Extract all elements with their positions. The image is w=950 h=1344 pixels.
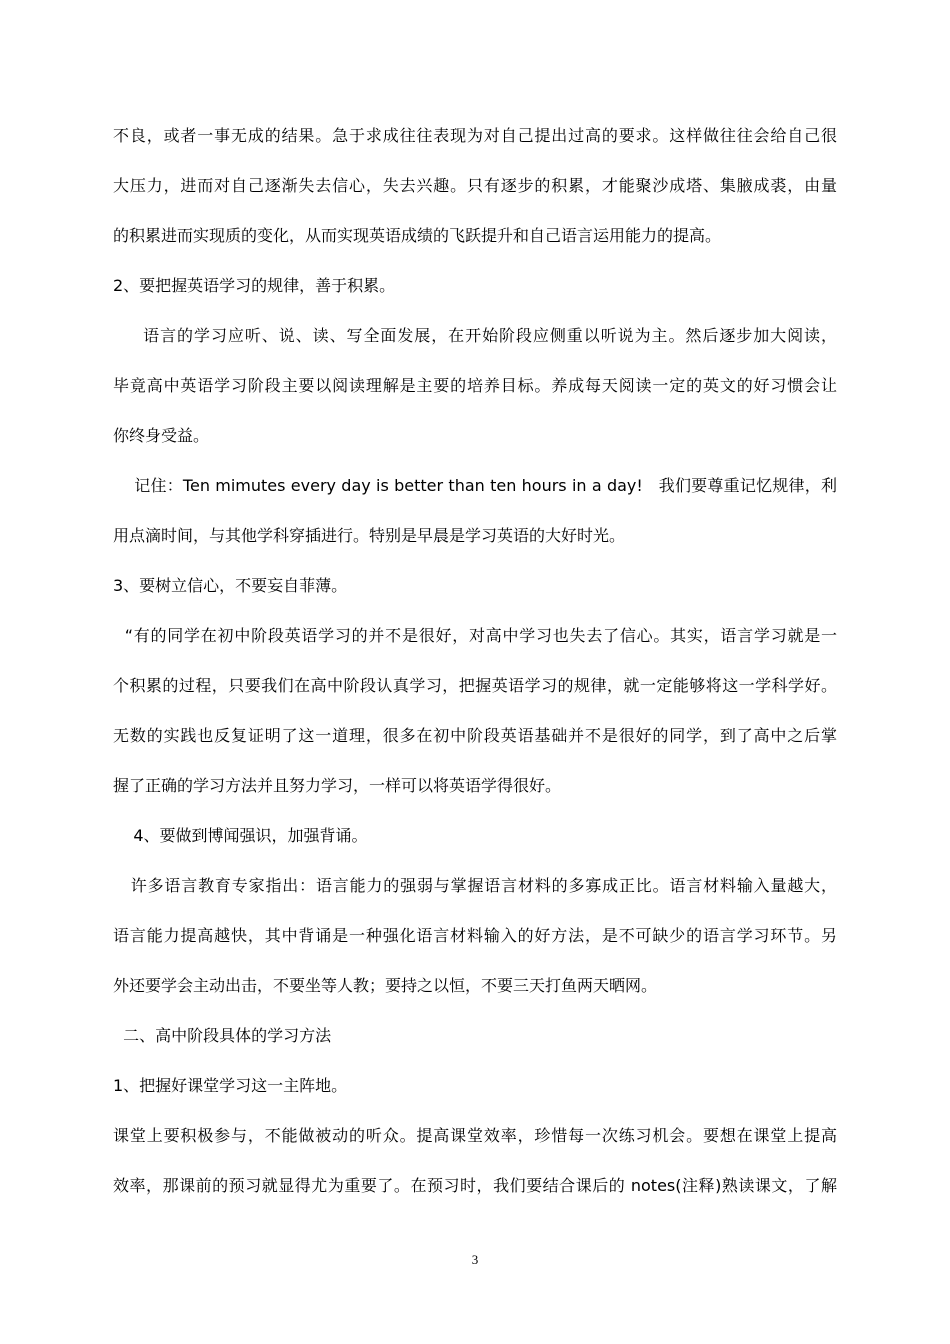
text-line: 课堂上要积极参与，不能做被动的听众。提高课堂效率，珍惜每一次练习机会。要想在课堂上提高 (113, 1126, 837, 1145)
text-line: 语言能力提高越快，其中背诵是一种强化语言材料输入的好方法，是不可缺少的语言学习环节。另 (113, 926, 837, 945)
text-line: 效率，那课前的预习就显得尤为重要了。在预习时，我们要结合课后的 notes(注释)熟读课文，了解 (113, 1176, 837, 1195)
section-heading: 1、把握好课堂学习这一主阵地。 (113, 1076, 348, 1095)
section-heading: 3、要树立信心，不要妄自菲薄。 (113, 576, 348, 595)
text-line: 毕竟高中英语学习阶段主要以阅读理解是主要的培养目标。养成每天阅读一定的英文的好习惯会让 (113, 376, 837, 395)
text-line: 许多语言教育专家指出：语言能力的强弱与掌握语言材料的多寡成正比。语言材料输入量越大， (113, 876, 837, 895)
text-line: 无数的实践也反复证明了这一道理，很多在初中阶段英语基础并不是很好的同学，到了高中之后掌 (113, 726, 837, 745)
text-line: 记住：Ten mimutes every day is better than ten hours in a day! 我们要尊重记忆规律，利 (113, 476, 837, 495)
section-heading: 2、要把握英语学习的规律，善于积累。 (113, 276, 396, 295)
section-heading: 二、高中阶段具体的学习方法 (113, 1026, 332, 1045)
text-line: 语言的学习应听、说、读、写全面发展，在开始阶段应侧重以听说为主。然后逐步加大阅读， (113, 326, 837, 345)
text-line: 大压力，进而对自己逐渐失去信心，失去兴趣。只有逐步的积累，才能聚沙成塔、集腋成裘，由量 (113, 176, 837, 195)
text-line: 你终身受益。 (113, 426, 210, 445)
section-heading: 4、要做到博闻强识，加强背诵。 (113, 826, 368, 845)
text-line: 不良，或者一事无成的结果。急于求成往往表现为对自己提出过高的要求。这样做往往会给自己很 (113, 126, 837, 145)
text-line: 握了正确的学习方法并且努力学习，一样可以将英语学得很好。 (113, 776, 562, 795)
text-line: 外还要学会主动出击，不要坐等人教；要持之以恒，不要三天打鱼两天晒网。 (113, 976, 658, 995)
text-line: 个积累的过程，只要我们在高中阶段认真学习，把握英语学习的规律，就一定能够将这一学科学好。 (113, 676, 837, 695)
text-line: 用点滴时间，与其他学科穿插进行。特别是早晨是学习英语的大好时光。 (113, 526, 626, 545)
page-number: 3 (471, 1252, 479, 1267)
text-line: 的积累进而实现质的变化，从而实现英语成绩的飞跃提升和自己语言运用能力的提高。 (113, 226, 722, 245)
text-line: “有的同学在初中阶段英语学习的并不是很好，对高中学习也失去了信心。其实，语言学习就是一 (113, 626, 837, 645)
